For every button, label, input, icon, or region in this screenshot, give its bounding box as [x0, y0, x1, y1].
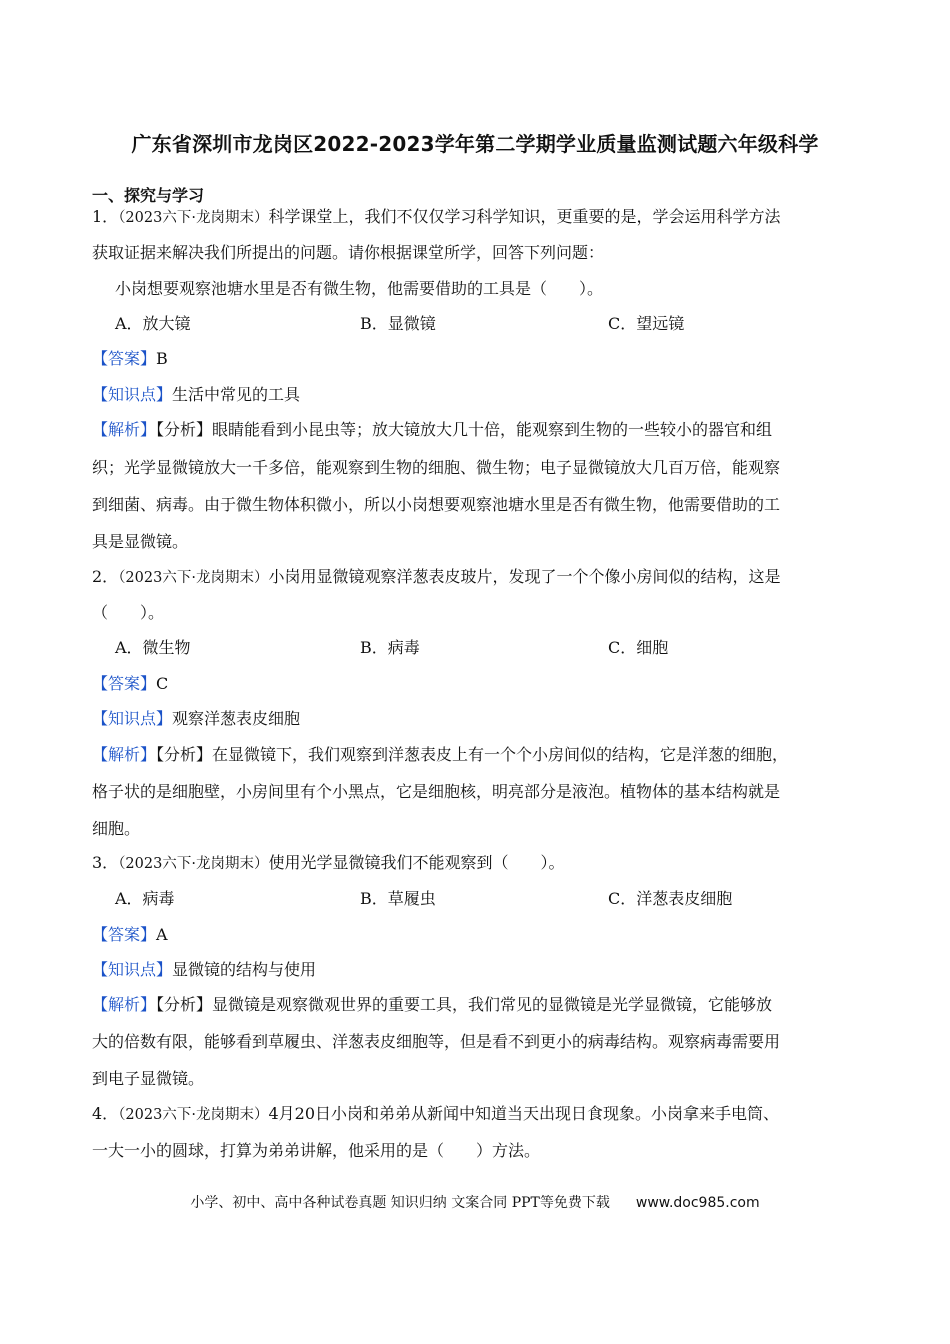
question-1-option-a: A．放大镜: [115, 314, 191, 333]
analysis-tag: 【解析】: [92, 995, 157, 1014]
fenxi-tag: 【分析】: [156, 745, 213, 764]
question-2-analysis-line-2: 格子状的是细胞壁，小房间里有个小黑点，它是细胞核，明亮部分是液泡。植物体的基本结构就是: [92, 782, 781, 801]
answer-tag: 【答案】: [92, 674, 157, 693]
question-1-analysis-line-1: [92, 420, 772, 440]
question-1-answer: [92, 349, 168, 369]
question-4-line-2: 一大一小的圆球，打算为弟弟讲解，他采用的是（ ）方法。: [92, 1141, 541, 1160]
document-title: 广东省深圳市龙岗区2022-2023学年第二学期学业质量监测试题六年级科学: [131, 132, 819, 156]
question-1-line-3: 小岗想要观察池塘水里是否有微生物，他需要借助的工具是（ ）。: [115, 279, 604, 298]
question-3-answer: [92, 925, 168, 945]
footer-text: 小学、初中、高中各种试卷真题 知识归纳 文案合同 PPT等免费下载: [190, 1195, 610, 1211]
question-3-analysis-line-2: 大的倍数有限，能够看到草履虫、洋葱表皮细胞等，但是看不到更小的病毒结构。观察病毒需要用: [92, 1032, 781, 1051]
question-3-line-1: [92, 853, 564, 874]
question-2-answer: [92, 674, 168, 694]
question-2-analysis-line-1: [92, 745, 788, 765]
question-2-knowledge: [92, 709, 300, 729]
footer-url[interactable]: www.doc985.com: [635, 1195, 760, 1211]
answer-tag: 【答案】: [92, 925, 157, 944]
question-text: 科学课堂上，我们不仅仅学习科学知识，更重要的是，学会运用科学方法: [268, 207, 781, 226]
question-3-option-a: A．病毒: [115, 889, 175, 908]
question-number: 3．: [92, 853, 119, 872]
question-source: （2023六下·龙岗期末）: [118, 1107, 269, 1123]
analysis-text: 眼睛能看到小昆虫等；放大镜放大几十倍，能观察到生物的一些较小的器官和组: [212, 420, 773, 439]
knowledge-tag: 【知识点】: [92, 385, 173, 404]
page-footer: [0, 1192, 950, 1212]
knowledge-value: 观察洋葱表皮细胞: [172, 709, 301, 728]
question-3-knowledge: [92, 960, 316, 980]
question-number: 1．: [92, 207, 119, 226]
question-2-line-1: [92, 567, 780, 588]
question-text: 使用光学显微镜我们不能观察到（ ）。: [268, 853, 565, 872]
answer-value: A: [156, 925, 168, 944]
knowledge-value: 生活中常见的工具: [172, 385, 301, 404]
question-1-option-b: B．显微镜: [360, 314, 436, 333]
question-2-option-a: A．微生物: [115, 638, 191, 657]
question-3-analysis-line-3: 到电子显微镜。: [92, 1069, 205, 1088]
question-2-option-b: B．病毒: [360, 638, 420, 657]
fenxi-tag: 【分析】: [156, 420, 213, 439]
answer-value: C: [156, 674, 169, 693]
question-1-option-c: C．望远镜: [608, 314, 685, 333]
question-3-option-b: B．草履虫: [360, 889, 436, 908]
question-3-option-c: C．洋葱表皮细胞: [608, 889, 733, 908]
knowledge-tag: 【知识点】: [92, 960, 173, 979]
question-number: 4．: [92, 1104, 119, 1123]
answer-value: B: [156, 349, 168, 368]
question-text: 4月20日小岗和弟弟从新闻中知道当天出现日食现象。小岗拿来手电筒、: [268, 1104, 779, 1123]
analysis-tag: 【解析】: [92, 745, 157, 764]
question-number: 2．: [92, 567, 119, 586]
question-source: （2023六下·龙岗期末）: [118, 570, 269, 586]
question-3-analysis-line-1: [92, 995, 772, 1015]
analysis-tag: 【解析】: [92, 420, 157, 439]
question-1-analysis-line-2: 织；光学显微镜放大一千多倍，能观察到生物的细胞、微生物；电子显微镜放大几百万倍，能观察: [92, 458, 781, 477]
question-1-line-1: [92, 207, 780, 228]
question-source: （2023六下·龙岗期末）: [118, 856, 269, 872]
knowledge-tag: 【知识点】: [92, 709, 173, 728]
question-1-analysis-line-4: 具是显微镜。: [92, 532, 189, 551]
analysis-text: 在显微镜下，我们观察到洋葱表皮上有一个个小房间似的结构，它是洋葱的细胞，: [212, 745, 789, 764]
analysis-text: 显微镜是观察微观世界的重要工具，我们常见的显微镜是光学显微镜，它能够放: [212, 995, 773, 1014]
question-4-line-1: [92, 1104, 779, 1125]
question-text: 小岗用显微镜观察洋葱表皮玻片，发现了一个个像小房间似的结构，这是: [268, 567, 781, 586]
question-2-line-2: （ ）。: [92, 603, 165, 622]
question-1-analysis-line-3: 到细菌、病毒。由于微生物体积微小，所以小岗想要观察池塘水里是否有微生物，他需要借助的工: [92, 495, 781, 514]
fenxi-tag: 【分析】: [156, 995, 213, 1014]
question-1-line-2: 获取证据来解决我们所提出的问题。请你根据课堂所学，回答下列问题：: [92, 243, 605, 262]
section-heading: 一、探究与学习: [92, 186, 205, 205]
question-1-knowledge: [92, 385, 300, 405]
question-source: （2023六下·龙岗期末）: [118, 210, 269, 226]
question-2-analysis-line-3: 细胞。: [92, 819, 141, 838]
question-2-option-c: C．细胞: [608, 638, 669, 657]
knowledge-value: 显微镜的结构与使用: [172, 960, 317, 979]
answer-tag: 【答案】: [92, 349, 157, 368]
